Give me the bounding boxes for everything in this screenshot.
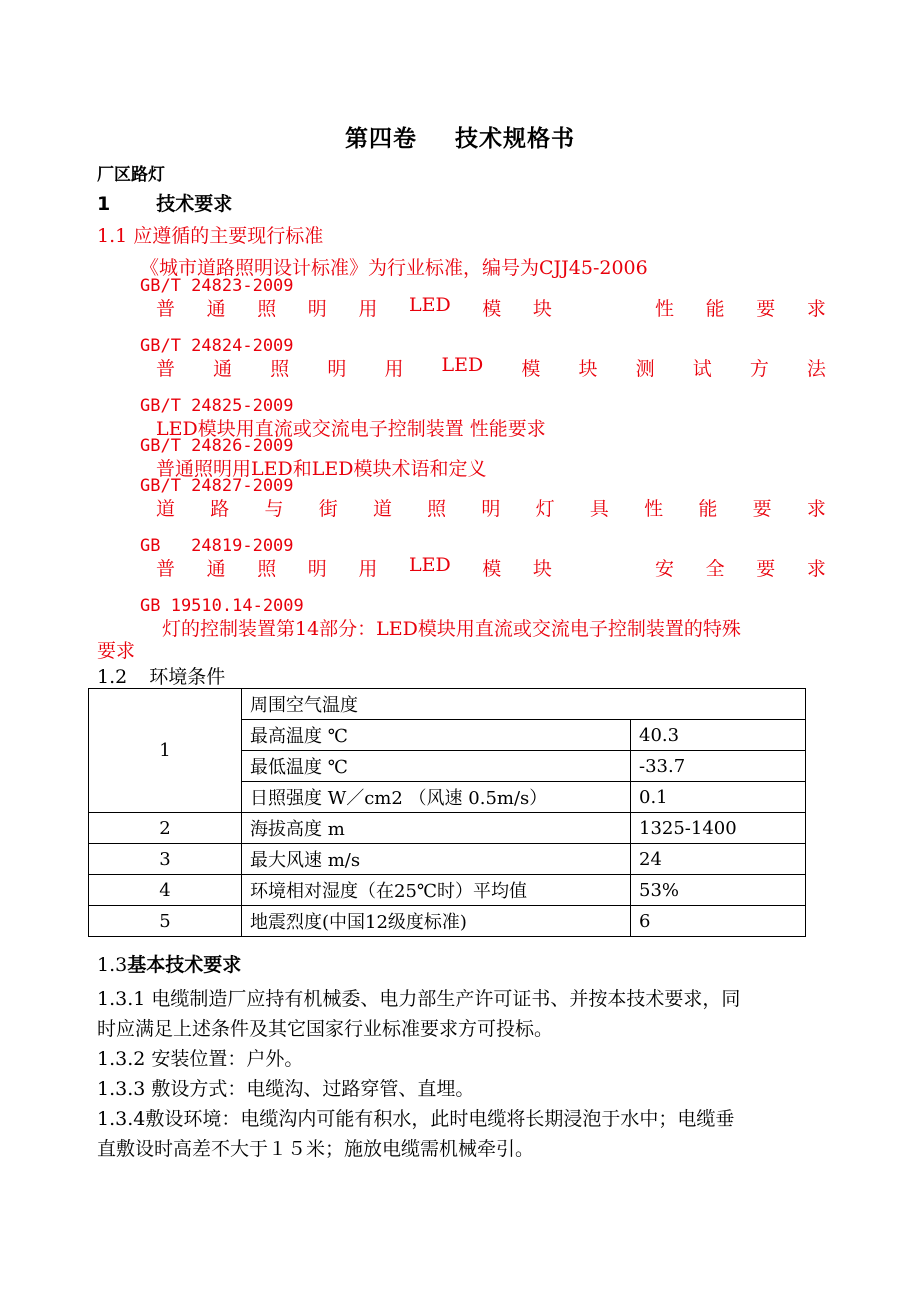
standard-code: GB/T 24826-2009 xyxy=(140,436,294,456)
standard-char: 要 xyxy=(756,298,776,320)
page-title xyxy=(0,120,920,153)
standard-title: LED模块用直流或交流电子控制装置 性能要求 xyxy=(156,418,546,440)
paragraph-1-3-1: 1.3.1 电缆制造厂应持有机械委、电力部生产许可证书、并按本技术要求，同 xyxy=(97,988,741,1010)
standard-char: 通 xyxy=(213,358,233,380)
standard-char: 明 xyxy=(307,558,327,580)
standard-char: 求 xyxy=(806,498,826,520)
standard-char: 通 xyxy=(206,298,226,320)
standard-intro: 《城市道路照明设计标准》为行业标准，编号为CJJ45-2006 xyxy=(140,257,648,279)
row-number: 4 xyxy=(89,875,242,906)
value-cell: 53% xyxy=(631,875,806,906)
value-cell: -33.7 xyxy=(631,751,806,782)
standard-char: 能 xyxy=(705,298,725,320)
standard-char: 具 xyxy=(589,498,609,520)
standard-char: 要 xyxy=(756,558,776,580)
standard-char: 测 xyxy=(635,358,655,380)
standard-char: 能 xyxy=(698,498,718,520)
paragraph-1-3-4-continued: 直敷设时高差不大于１５米；施放电缆需机械牵引。 xyxy=(97,1138,535,1160)
section-1-number: 1 xyxy=(97,193,111,215)
item-cell: 最高温度 ℃ xyxy=(242,720,631,751)
item-cell: 地震烈度(中国12级度标准) xyxy=(242,906,631,937)
standard-code: GB 19510.14-2009 xyxy=(140,596,304,616)
standard-char: 块 xyxy=(532,298,552,320)
standard-char: 要 xyxy=(752,498,772,520)
paragraph-1-3-1-continued: 时应满足上述条件及其它国家行业标准要求方可投标。 xyxy=(97,1018,554,1040)
standard-code: GB/T 24825-2009 xyxy=(140,396,294,416)
table-row xyxy=(89,875,806,906)
section-1-3-heading xyxy=(97,950,241,977)
standard-char: 全 xyxy=(705,558,725,580)
standard-char: 照 xyxy=(257,298,277,320)
standard-char: 性 xyxy=(655,298,675,320)
standard-char: 块 xyxy=(532,558,552,580)
paragraph-1-3-4: 1.3.4敷设环境：电缆沟内可能有积水，此时电缆将长期浸泡于水中；电缆垂 xyxy=(97,1108,735,1130)
standard-code: GB/T 24823-2009 xyxy=(140,276,294,296)
standard-char: 模 xyxy=(482,298,502,320)
value-cell: 24 xyxy=(631,844,806,875)
standard-char: 明 xyxy=(481,498,501,520)
standard-char: 块 xyxy=(578,358,598,380)
standard-title: 灯的控制装置第14部分：LED模块用直流或交流电子控制装置的特殊 xyxy=(162,618,741,640)
section-1-heading xyxy=(97,189,232,216)
item-cell: 最大风速 m/s xyxy=(242,844,631,875)
value-cell: 40.3 xyxy=(631,720,806,751)
section-plant-lighting: 厂区路灯 xyxy=(97,165,165,185)
value-cell: 0.1 xyxy=(631,782,806,813)
item-cell: 环境相对湿度（在25℃时）平均值 xyxy=(242,875,631,906)
value-cell: 6 xyxy=(631,906,806,937)
standard-title-spaced xyxy=(156,354,826,381)
standard-char: 方 xyxy=(749,358,769,380)
standard-char: 模 xyxy=(521,358,541,380)
section-1-label: 技术要求 xyxy=(156,193,233,215)
standard-code: GB 24819-2009 xyxy=(140,536,294,556)
standard-char: 与 xyxy=(264,498,284,520)
standard-char: 照 xyxy=(257,558,277,580)
table-row xyxy=(89,813,806,844)
standard-char: 通 xyxy=(206,558,226,580)
row-number: 5 xyxy=(89,906,242,937)
item-cell: 最低温度 ℃ xyxy=(242,751,631,782)
section-1-3-number: 1.3 xyxy=(97,954,128,976)
environment-table xyxy=(88,688,806,937)
standard-char: 用 xyxy=(358,558,378,580)
section-1-2-label: 环境条件 xyxy=(149,666,226,688)
paragraph-1-3-3: 1.3.3 敷设方式：电缆沟、过路穿管、直埋。 xyxy=(97,1078,475,1100)
standard-char: 道 xyxy=(156,498,176,520)
standard-char: 用 xyxy=(358,298,378,320)
group-title: 周围空气温度 xyxy=(242,689,806,720)
table-row xyxy=(89,844,806,875)
section-1-2-number: 1.2 xyxy=(97,666,128,688)
standard-char: LED xyxy=(441,354,484,376)
item-cell: 海拔高度 m xyxy=(242,813,631,844)
row-number: 1 xyxy=(89,689,242,813)
standard-char: 模 xyxy=(482,558,502,580)
standard-char: LED xyxy=(408,554,451,576)
standard-char: 明 xyxy=(307,298,327,320)
standard-char: 灯 xyxy=(535,498,555,520)
standard-char: 求 xyxy=(806,558,826,580)
standard-title-continued: 要求 xyxy=(97,640,136,662)
section-1-3-label: 基本技术要求 xyxy=(127,954,242,976)
standard-char: 试 xyxy=(692,358,712,380)
standard-char: 求 xyxy=(806,298,826,320)
standard-char: 安 xyxy=(655,558,675,580)
standard-char: 照 xyxy=(427,498,447,520)
item-cell: 日照强度 W／cm2 （风速 0.5m/s） xyxy=(242,782,631,813)
section-1-1-heading: 1.1 应遵循的主要现行标准 xyxy=(97,225,324,247)
table-row xyxy=(89,689,806,720)
table-row xyxy=(89,906,806,937)
standard-char: 用 xyxy=(384,358,404,380)
standard-code: GB/T 24824-2009 xyxy=(140,336,294,356)
standard-char: 法 xyxy=(806,358,826,380)
paragraph-1-3-2: 1.3.2 安装位置：户外。 xyxy=(97,1048,304,1070)
standard-char: 照 xyxy=(270,358,290,380)
row-number: 2 xyxy=(89,813,242,844)
row-number: 3 xyxy=(89,844,242,875)
standard-char: 普 xyxy=(156,558,176,580)
standard-title-spaced xyxy=(156,494,826,521)
section-1-2-heading xyxy=(97,662,225,689)
title-name: 技术规格书 xyxy=(455,126,575,152)
standard-char: 路 xyxy=(210,498,230,520)
value-cell: 1325-1400 xyxy=(631,813,806,844)
standard-char: 性 xyxy=(644,498,664,520)
standard-title-spaced xyxy=(156,294,826,321)
standard-title: 普通照明用LED和LED模块术语和定义 xyxy=(156,458,487,480)
standard-char: 街 xyxy=(318,498,338,520)
standard-code: GB/T 24827-2009 xyxy=(140,476,294,496)
standard-char: 道 xyxy=(372,498,392,520)
standard-char: 普 xyxy=(156,298,176,320)
standard-title-spaced xyxy=(156,554,826,581)
standard-char: 普 xyxy=(156,358,176,380)
standard-char: 明 xyxy=(327,358,347,380)
title-part: 第四卷 xyxy=(345,126,417,152)
standard-char: LED xyxy=(408,294,451,316)
